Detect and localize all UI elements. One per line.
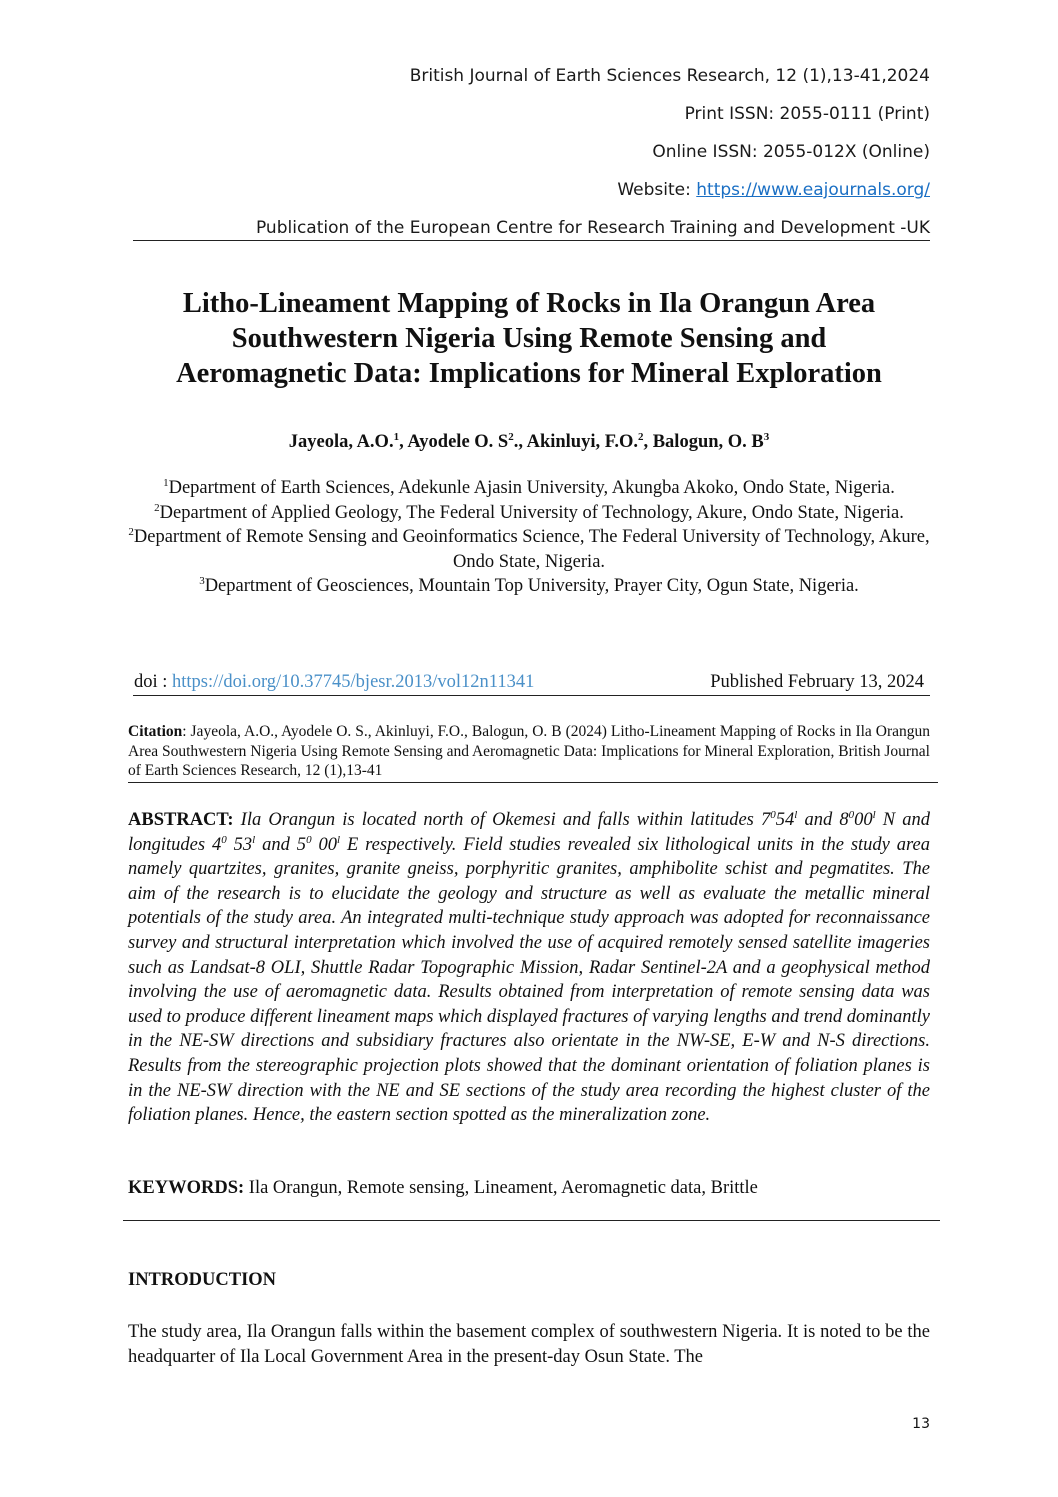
affiliation-sup: 2 (154, 501, 160, 514)
keywords-label: KEYWORDS: (128, 1178, 245, 1198)
doi-line (134, 672, 534, 693)
author: Ayodele O. S (407, 432, 509, 452)
doi-rule (133, 695, 930, 696)
author-sep: , (643, 432, 653, 452)
website-line (617, 180, 930, 200)
author-sep: , (399, 432, 408, 452)
affiliation-text: Department of Remote Sensing and Geoinformatics Science, The Federal University of Technology, Akure, Ondo State, Nigeria. (133, 527, 930, 572)
citation-text: : Jayeola, A.O., Ayodele O. S., Akinluyi, F.O., Balogun, O. B (2024) Litho-Lineament Mapping of Rocks in Ila Orangun Area Southwestern Nigeria Using Remote Sensing and Aeromagnetic Data: Implications for Mineral Exploration, British Journal of Earth Sciences Research, 12 (1),13-41 (128, 723, 930, 779)
citation-label: Citation (128, 723, 183, 740)
doi-link[interactable]: https://doi.org/10.37745/bjesr.2013/vol12n11341 (172, 672, 535, 692)
affiliation-sup: 1 (163, 476, 169, 489)
citation (128, 722, 930, 781)
header-rule (133, 240, 930, 241)
affiliation (110, 476, 948, 501)
online-issn: Online ISSN: 2055-012X (Online) (652, 142, 930, 162)
website-label: Website: (617, 180, 697, 200)
author: Akinluyi, F.O. (526, 432, 638, 452)
keywords (128, 1178, 758, 1199)
journal-line: British Journal of Earth Sciences Research, 12 (1),13-41,2024 (409, 66, 930, 86)
affiliation (110, 501, 948, 526)
paper-title (110, 286, 948, 391)
author-sep: ., (513, 432, 527, 452)
introduction-heading: INTRODUCTION (128, 1270, 277, 1290)
author: Balogun, O. B (652, 432, 764, 452)
introduction-text: The study area, Ila Orangun falls within the basement complex of southwestern Nigeria. It is noted to be the headquarter of Ila Local Government Area in the present-day Osun State. The (128, 1322, 930, 1367)
author-list (110, 432, 948, 453)
affiliation-text: Department of Geosciences, Mountain Top University, Prayer City, Ogun State, Nigeria. (204, 576, 859, 596)
author-sup: 1 (393, 430, 400, 443)
affiliation-text: Department of Applied Geology, The Federal University of Technology, Akure, Ondo State, Nigeria. (159, 502, 904, 523)
doi-label: doi : (134, 672, 173, 692)
author-sup: 3 (763, 430, 770, 443)
affiliation-text: Department of Earth Sciences, Adekunle Ajasin University, Akungba Akoko, Ondo State, Nigeria. (168, 478, 895, 498)
print-issn: Print ISSN: 2055-0111 (Print) (684, 104, 930, 124)
abstract-text: Ila Orangun is located north of Okemesi and falls within latitudes $7^054^l$ and $8^000^l$ N and longitudes $4^0$ 53$^l$ and $5^0$ 00$^l$ E respectively. Field studies revealed six lithological units in the study area namely quartzites, granites, granite gneiss, porphyritic granites, amphibolite schist and pegmatites. The aim of the research is to elucidate the geology and structure as well as evaluate the metallic mineral potentials of the study area. An integrated multi-technique study approach was adopted for reconnaissance survey and structural interpretation which involved the use of acquired remotely sensed satellite imageries such as Landsat-8 OLI, Shuttle Radar Topographic Mission, Radar Sentinel-2A and a geophysical method involving the use of aeromagnetic data. Results obtained from interpretation of remote sensing data was used to produce different lineament maps which displayed fractures of varying lengths and trend dominantly in the NE-SW directions and subsidiary fractures also orientate in the NW-SE, E-W and N-S directions. Results from the stereographic projection plots showed that the dominant orientation of foliation planes is in the NE-SW direction with the NE and SE sections of the study area recording the highest cluster of the foliation planes. Hence, the eastern section spotted as the mineralization zone. (128, 808, 931, 1126)
affiliations (110, 476, 948, 599)
title-line-2: Southwestern Nigeria Using Remote Sensing and (231, 323, 827, 354)
title-line-1: Litho-Lineament Mapping of Rocks in Ila Orangun Area (182, 288, 876, 319)
abstract (128, 808, 930, 1128)
published-date: Published February 13, 2024 (710, 672, 924, 692)
affiliation-sup: 2 (128, 525, 134, 538)
citation-rule (128, 782, 938, 783)
affiliation-sup: 3 (199, 574, 205, 587)
author-sup: 2 (508, 430, 514, 443)
page-number: 13 (912, 1416, 930, 1432)
author-sup: 2 (637, 430, 644, 443)
keywords-text: Ila Orangun, Remote sensing, Lineament, Aeromagnetic data, Brittle (244, 1178, 758, 1198)
affiliation (110, 525, 948, 574)
abstract-label: ABSTRACT: (128, 810, 234, 830)
affiliation (110, 574, 948, 599)
author: Jayeola, A.O. (288, 432, 394, 452)
title-line-3: Aeromagnetic Data: Implications for Mineral Exploration (176, 358, 882, 389)
publisher-line: Publication of the European Centre for Research Training and Development -UK (255, 218, 930, 238)
website-link[interactable]: https://www.eajournals.org/ (696, 180, 930, 200)
keywords-rule (123, 1220, 940, 1221)
